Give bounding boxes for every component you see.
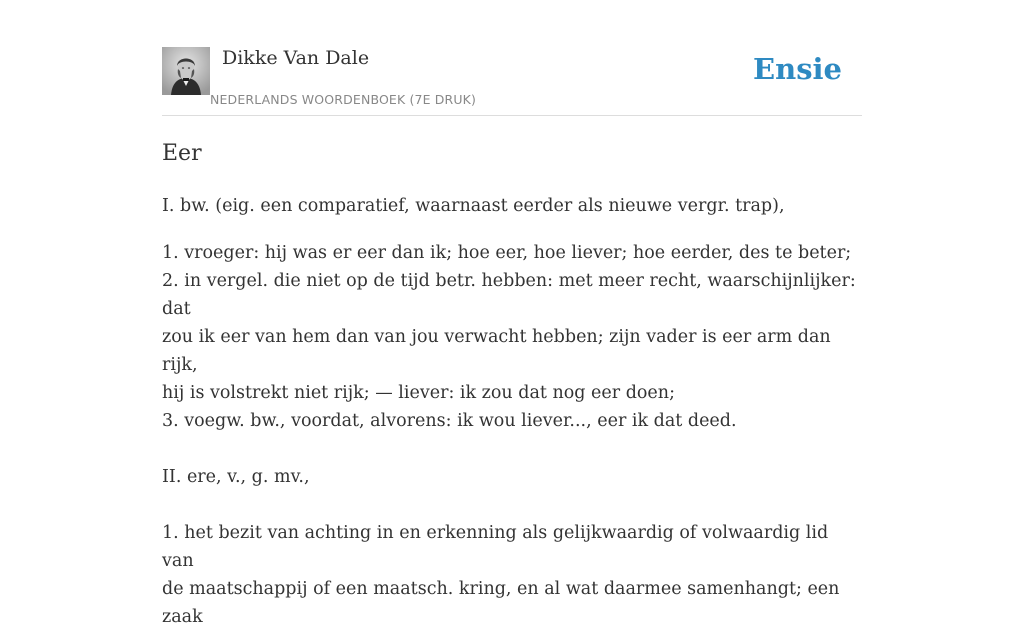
- portrait-photo-icon: [162, 47, 210, 95]
- definition-line: I. bw. (eig. een comparatief, waarnaast eerder als nieuwe vergr. trap),: [162, 196, 785, 216]
- definition-line: 2. in vergel. die niet op de tijd betr. hebben: met meer recht, waarschijnlijker: dat: [162, 271, 856, 319]
- entry-title: Eer: [162, 141, 202, 166]
- definition-line: 3. voegw. bw., voordat, alvorens: ik wou liever..., eer ik dat deed.: [162, 411, 737, 431]
- definition-line: 1. vroeger: hij was er eer dan ik; hoe eer, hoe liever; hoe eerder, des te beter;: [162, 243, 852, 263]
- paragraph-gap: [162, 220, 862, 239]
- definition-line: de maatschappij of een maatsch. kring, en al wat daarmee samenhangt; een zaak: [162, 579, 840, 627]
- definition-line: II. ere, v., g. mv.,: [162, 467, 310, 487]
- header-divider: [162, 115, 862, 116]
- author-avatar[interactable]: [162, 47, 210, 95]
- source-label[interactable]: NEDERLANDS WOORDENBOEK (7E DRUK): [210, 92, 477, 107]
- paragraph-gap: [162, 435, 862, 463]
- definition-line: zou ik eer van hem dan van jou verwacht hebben; zijn vader is eer arm dan rijk,: [162, 327, 831, 375]
- paragraph-gap: [162, 491, 862, 519]
- definition-line: hij is volstrekt niet rijk; — liever: ik zou dat nog eer doen;: [162, 383, 675, 403]
- author-name[interactable]: Dikke Van Dale: [222, 47, 370, 69]
- entry-definition: [162, 192, 862, 631]
- brand-logo[interactable]: Ensie: [753, 52, 842, 86]
- definition-line: 1. het bezit van achting in en erkenning als gelijkwaardig of volwaardig lid van: [162, 523, 829, 571]
